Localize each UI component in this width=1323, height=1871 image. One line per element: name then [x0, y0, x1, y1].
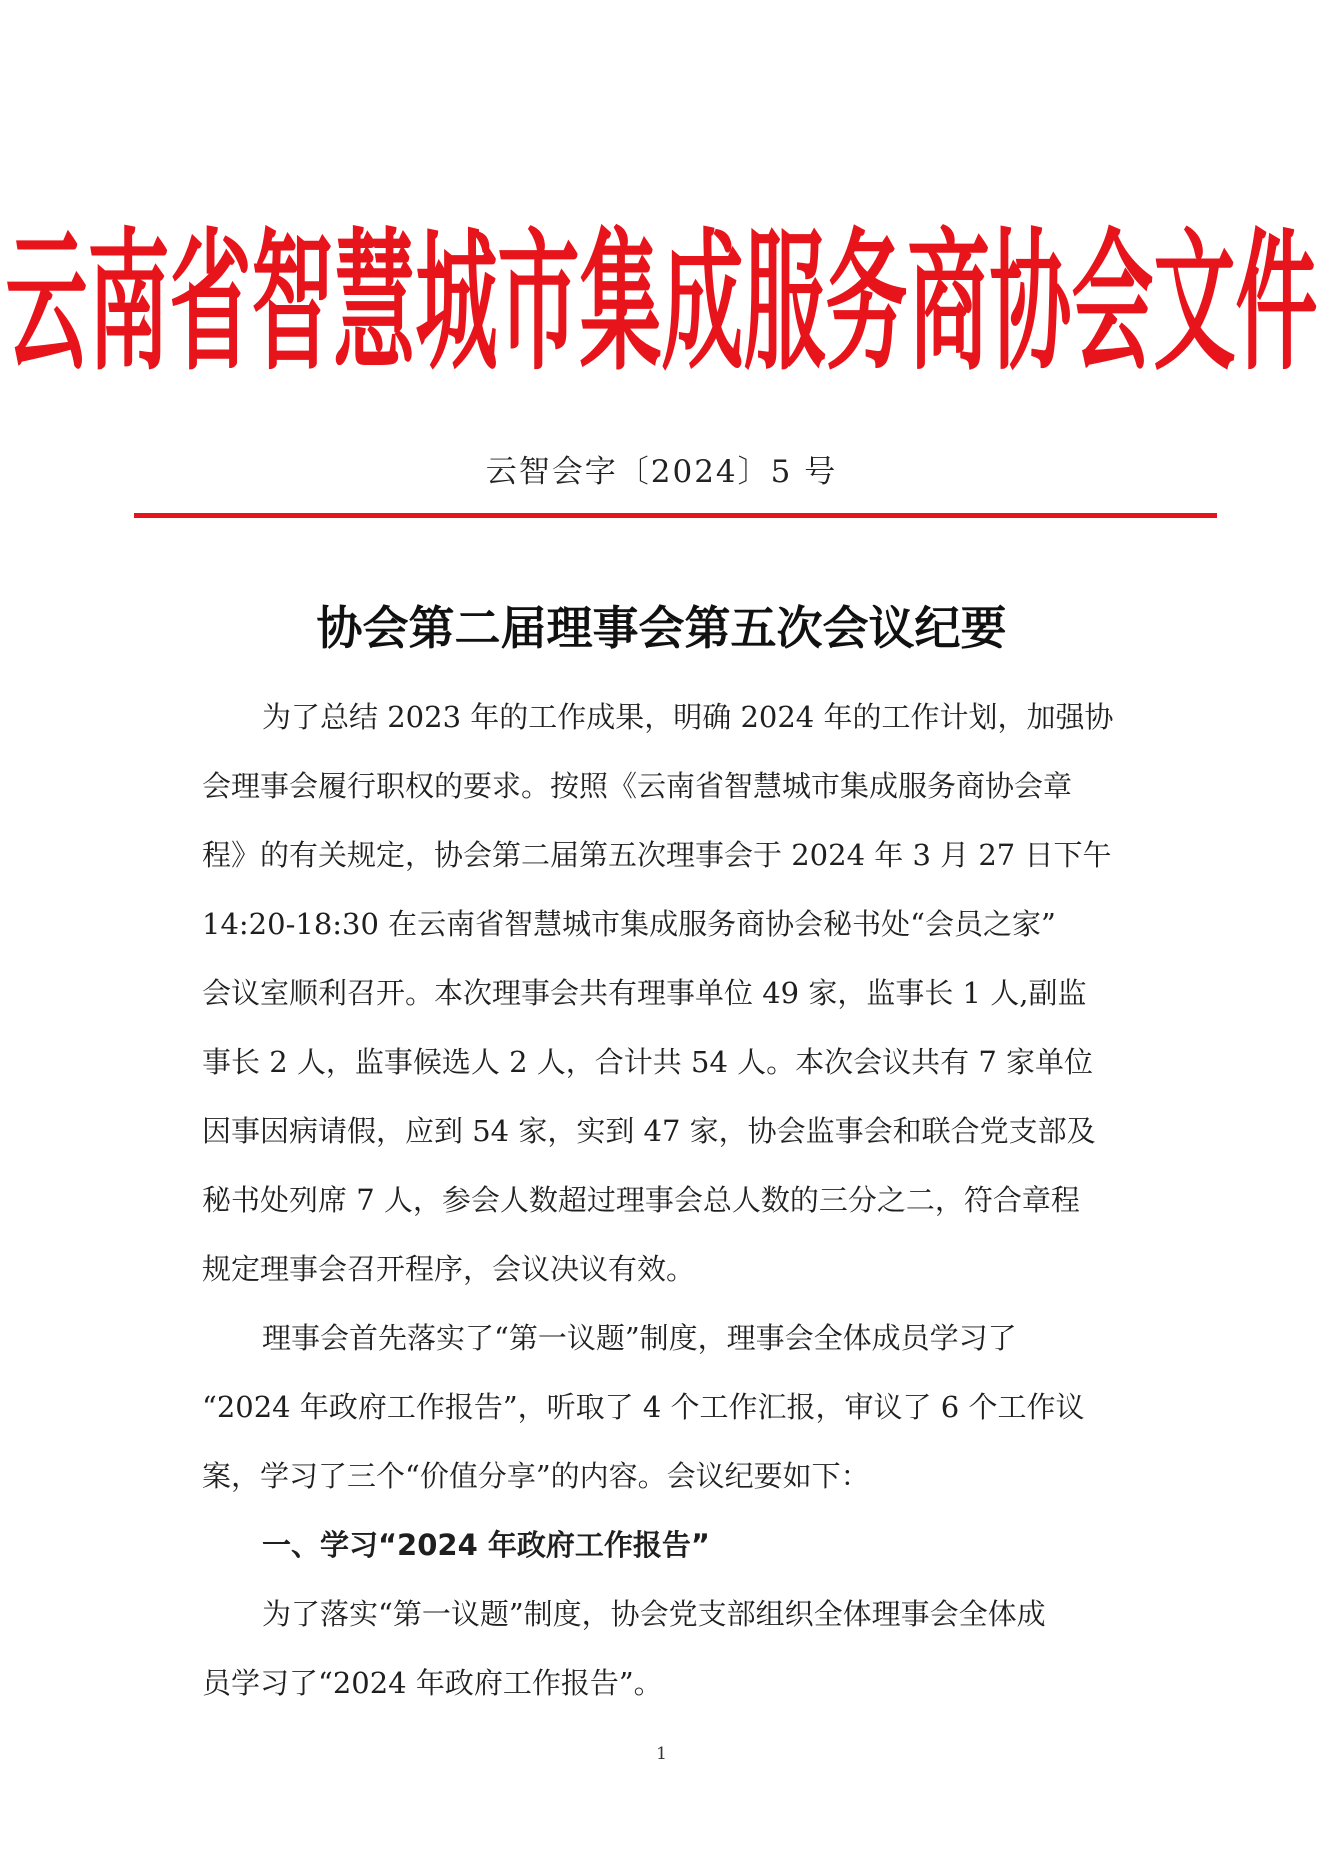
paragraph-line: 案，学习了三个“价值分享”的内容。会议纪要如下： [202, 1459, 870, 1493]
page-number: 1 [656, 1744, 667, 1764]
red-divider [134, 513, 1217, 518]
paragraph-line: 因事因病请假，应到 54 家，实到 47 家，协会监事会和联合党支部及 [202, 1114, 1096, 1148]
issuer-masthead-text: 云南省智慧城市集成服务商协会文件 [5, 216, 1318, 392]
paragraph-line: 会理事会履行职权的要求。按照《云南省智慧城市集成服务商协会章 [202, 769, 1073, 803]
paragraph-line: 规定理事会召开程序，会议决议有效。 [202, 1252, 696, 1286]
paragraph-line: 会议室顺利召开。本次理事会共有理事单位 49 家，监事长 1 人,副监 [202, 976, 1087, 1010]
document-number: 云智会字〔2024〕5 号 [485, 454, 838, 490]
paragraph-line: 14:20-18:30 在云南省智慧城市集成服务商协会秘书处“会员之家” [202, 907, 1056, 941]
paragraph-line: 事长 2 人，监事候选人 2 人，合计共 54 人。本次会议共有 7 家单位 [202, 1045, 1094, 1079]
document-title: 协会第二届理事会第五次会议纪要 [316, 601, 1007, 655]
paragraph-line: 为了落实“第一议题”制度，协会党支部组织全体理事会全体成 [262, 1597, 1046, 1631]
issuer-masthead [0, 216, 1323, 392]
section-heading: 一、学习“2024 年政府工作报告” [262, 1528, 710, 1562]
paragraph-line: 员学习了“2024 年政府工作报告”。 [202, 1666, 663, 1700]
paragraph-line: 程》的有关规定，协会第二届第五次理事会于 2024 年 3 月 27 日下午 [202, 838, 1112, 872]
paragraph-line: 理事会首先落实了“第一议题”制度，理事会全体成员学习了 [262, 1321, 1017, 1355]
paragraph-line: 秘书处列席 7 人，参会人数超过理事会总人数的三分之二，符合章程 [202, 1183, 1080, 1217]
paragraph-line: “2024 年政府工作报告”，听取了 4 个工作汇报，审议了 6 个工作议 [202, 1390, 1085, 1424]
paragraph-line: 为了总结 2023 年的工作成果，明确 2024 年的工作计划，加强协 [262, 700, 1114, 734]
